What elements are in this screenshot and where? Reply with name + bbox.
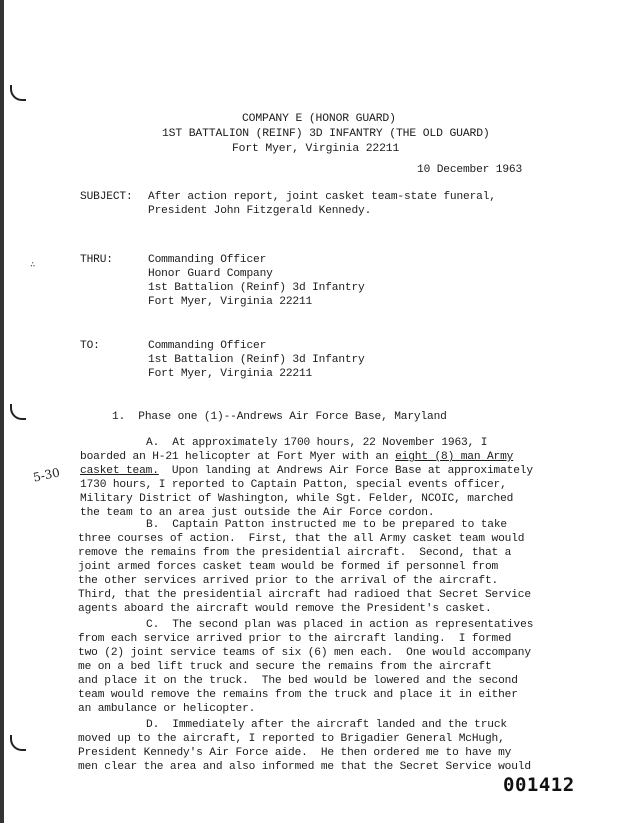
paragraph-c-line: two (2) joint service teams of six (6) men each. One would accompany [78,647,531,659]
binder-hole-mark [10,85,26,101]
paragraph-a-line: Military District of Washington, while Sgt. Felder, NCOIC, marched [80,493,514,505]
paragraph-a-line [80,451,513,464]
to-label: TO: [80,340,100,352]
to-line: 1st Battalion (Reinf) 3d Infantry [148,354,365,366]
thru-line: Honor Guard Company [148,268,273,280]
scan-speckle: ∴ [30,260,36,270]
paragraph-a-line: 1730 hours, I reported to Captain Patton, special events officer, [80,479,507,491]
subject-label: SUBJECT: [80,191,133,203]
document-number: 001412 [503,774,575,796]
paragraph-d-line: moved up to the aircraft, I reported to Brigadier General McHugh, [78,733,505,745]
paragraph-b-line: the other services arrived prior to the arrival of the aircraft. [78,575,499,587]
paragraph-d-line: D. Immediately after the aircraft landed and the truck [146,719,507,731]
paragraph-c-line: from each service arrived prior to the aircraft landing. I formed [78,633,512,645]
paragraph-c-line: team would remove the remains from the truck and place it in either [78,689,518,701]
thru-label: THRU: [80,254,113,266]
paragraph-c-line: me on a bed lift truck and secure the remains from the aircraft [78,661,492,673]
paragraph-b-line: Third, that the presidential aircraft had radioed that Secret Service [78,589,531,601]
paragraph-c-line: and place it on the truck. The bed would be lowered and the second [78,675,518,687]
paragraph-c-line: C. The second plan was placed in action as representatives [146,619,534,631]
header-location: Fort Myer, Virginia 22211 [232,143,400,155]
paragraph-a-line: the team to an area just outside the Air Force cordon. [80,507,435,519]
binder-hole-mark [10,735,26,751]
paragraph-a-line [80,465,533,478]
paragraph-b-line: agents aboard the aircraft would remove the President's casket. [78,603,492,615]
to-line: Commanding Officer [148,340,267,352]
binder-hole-mark [10,404,26,420]
paragraph-b-line: remove the remains from the presidential aircraft. Second, that a [78,547,512,559]
header-battalion: 1ST BATTALION (REINF) 3D INFANTRY (THE OLD GUARD) [162,128,490,140]
paragraph-a-line: A. At approximately 1700 hours, 22 November 1963, I [146,437,488,449]
header-unit: COMPANY E (HONOR GUARD) [242,113,396,125]
paragraph-d-line: men clear the area and also informed me that the Secret Service would [78,761,531,773]
subject-line-2: President John Fitzgerald Kennedy. [148,205,372,217]
handwritten-margin-note: 5-30 [31,465,62,485]
paragraph-b-line: three courses of action. First, that the all Army casket team would [78,533,525,545]
paragraph-b-line: joint armed forces casket team would be formed if personnel from [78,561,499,573]
paragraph-a-text: boarded an H-21 helicopter at Fort Myer with an [80,451,396,463]
scan-edge [0,0,4,823]
underlined-phrase: eight (8) man Army [395,451,514,463]
thru-line: Commanding Officer [148,254,267,266]
paragraph-a-text: Upon landing at Andrews Air Force Base at approximately [158,465,533,477]
underlined-phrase: casket team. [80,465,159,477]
subject-line-1: After action report, joint casket team-state funeral, [148,191,496,203]
thru-line: Fort Myer, Virginia 22211 [148,296,313,308]
paragraph-c-line: an ambulance or helicopter. [78,703,256,715]
document-date: 10 December 1963 [417,164,523,176]
to-line: Fort Myer, Virginia 22211 [148,368,313,380]
section-heading: 1. Phase one (1)--Andrews Air Force Base, Maryland [112,411,447,423]
paragraph-b-line: B. Captain Patton instructed me to be prepared to take [146,519,507,531]
paragraph-d-line: President Kennedy's Air Force aide. He then ordered me to have my [78,747,512,759]
thru-line: 1st Battalion (Reinf) 3d Infantry [148,282,365,294]
